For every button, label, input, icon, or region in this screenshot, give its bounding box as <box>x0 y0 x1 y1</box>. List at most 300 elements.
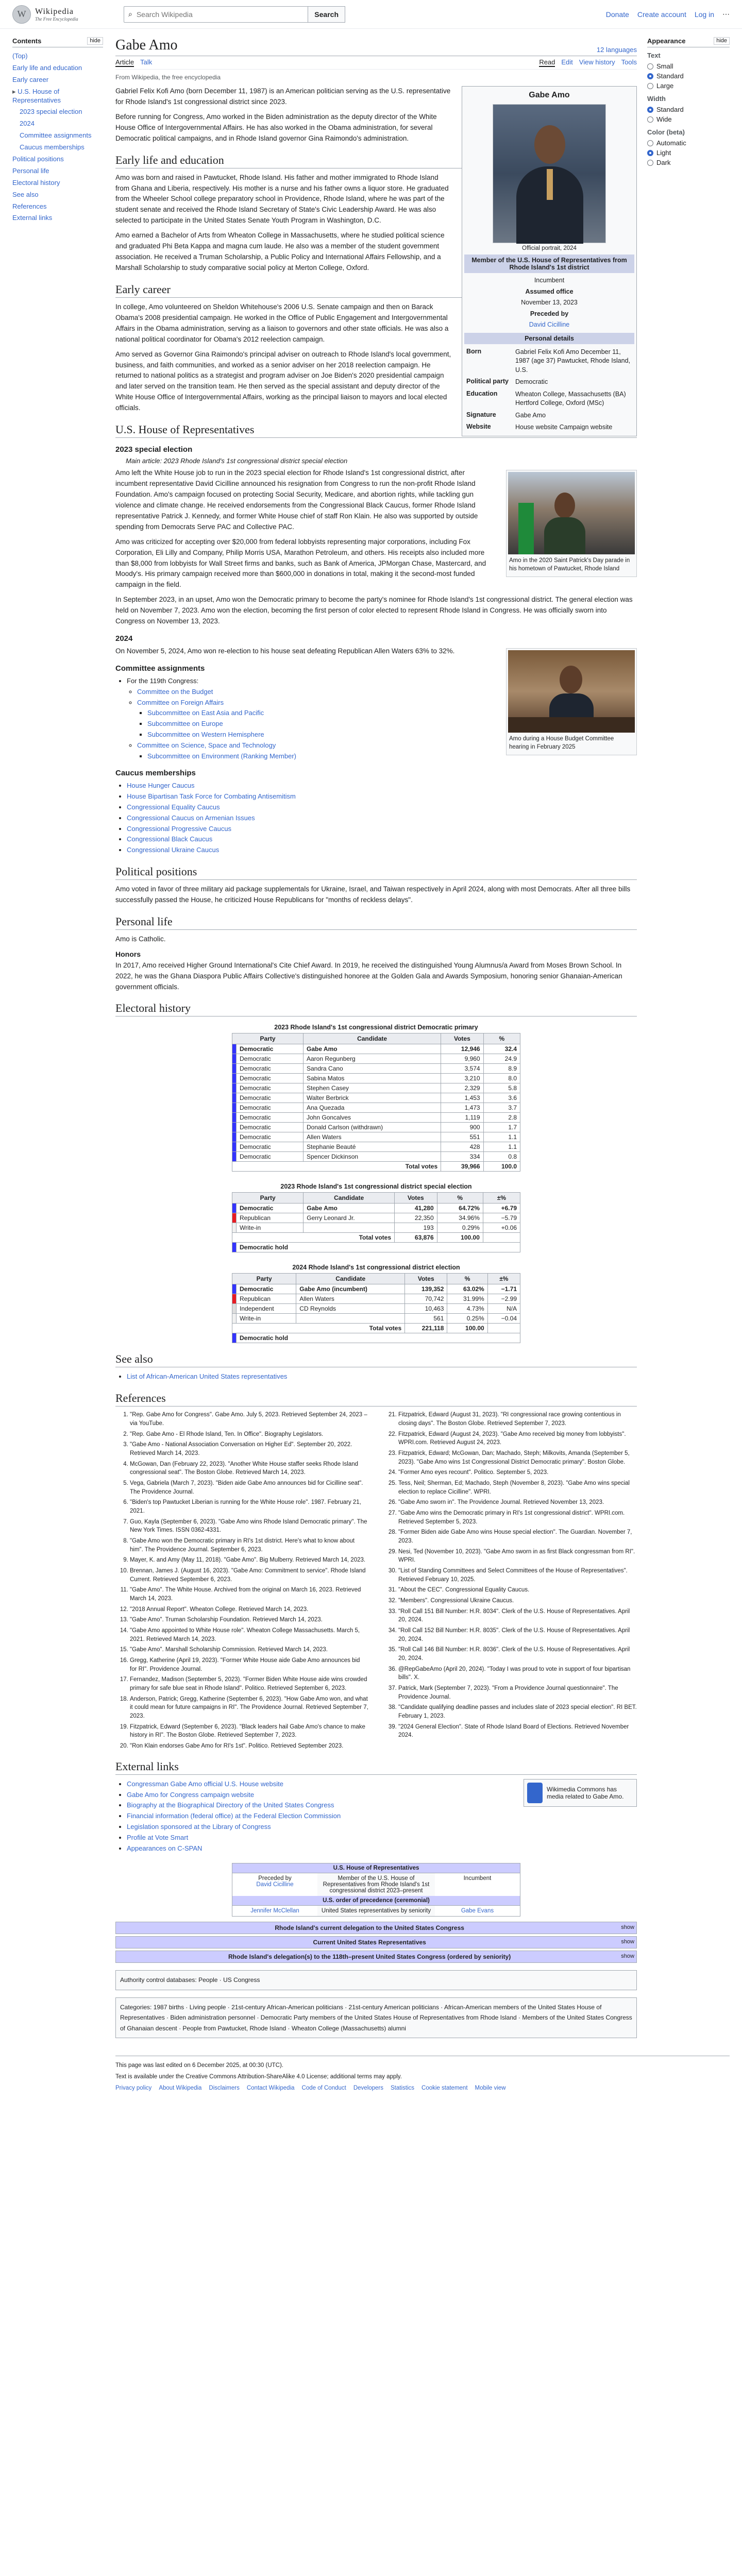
chg-cell: +0.06 <box>483 1223 520 1233</box>
votes-cell: 22,350 <box>395 1213 437 1223</box>
party-cell[interactable]: Write-in <box>237 1314 296 1324</box>
navbox-header[interactable] <box>116 1937 636 1948</box>
pct-cell: 31.99% <box>447 1294 487 1304</box>
pct-cell: 3.6 <box>483 1093 520 1103</box>
party-color <box>232 1044 237 1054</box>
toc-link[interactable]: Personal life <box>12 166 49 175</box>
reference-item: 24. "Former Amo eyes recount". Politico. September 5, 2023. <box>398 1468 637 1477</box>
pct-cell: 4.73% <box>447 1304 487 1314</box>
party-cell[interactable]: Republican <box>237 1294 296 1304</box>
more-icon[interactable]: ⋯ <box>722 10 730 18</box>
infobox-label: Born <box>466 347 482 355</box>
table-row <box>232 1314 520 1324</box>
footer-link[interactable]: Developers <box>353 2084 384 2091</box>
tab-read[interactable]: Read <box>539 58 555 66</box>
paragraph: Amo voted in favor of three military aid package supplementals for Ukraine, Israel, and Taiwan respectively in April 2024, along with most Democrats. After all three bills successfully passed the House, he criticized House Republicans for "months of reckless delays". <box>115 885 631 904</box>
toc-title: Contents <box>12 37 42 45</box>
reference-item: 31. "About the CEC". Congressional Equality Caucus. <box>398 1586 637 1595</box>
footer-link[interactable]: Code of Conduct <box>301 2084 346 2091</box>
toc-link[interactable]: 2024 <box>20 120 35 128</box>
infobox-row <box>464 410 634 422</box>
subcommittee-link[interactable]: Subcommittee on Western Hemisphere <box>147 730 264 738</box>
appearance-option[interactable] <box>647 138 730 148</box>
parade-image[interactable] <box>508 472 635 554</box>
assumed-date: November 13, 2023 <box>521 299 578 306</box>
table-row <box>232 1213 520 1223</box>
cand-cell[interactable]: Gabe Amo (incumbent) <box>296 1284 405 1294</box>
party-cell[interactable]: Democratic <box>237 1204 303 1213</box>
toc-link[interactable]: Committee assignments <box>20 131 92 140</box>
cand-cell[interactable]: Gabe Amo <box>303 1204 395 1213</box>
section-heading: Early life and education <box>115 154 637 168</box>
party-color <box>232 1142 237 1152</box>
create-account-link[interactable]: Create account <box>637 10 686 19</box>
radio-icon[interactable] <box>647 83 653 89</box>
party-color <box>232 1304 237 1314</box>
next2-link[interactable]: Gabe Evans <box>461 1908 494 1914</box>
party-cell[interactable]: Republican <box>237 1213 303 1223</box>
radio-icon[interactable] <box>647 73 653 79</box>
primary-results-table <box>232 1022 520 1172</box>
page-tabs <box>115 56 637 70</box>
lead-paragraph: Before running for Congress, Amo worked in the Biden administration as the deputy director of the White House Office of Intergovernmental Affairs. He has also worked in the Obama administration, for several Democratic political campaigns, and in Rhode Island governor Gina Raimondo's administration. <box>115 112 437 142</box>
external-link-item <box>127 1822 637 1833</box>
total-label: Total votes <box>232 1233 395 1243</box>
caucus-item <box>127 845 637 856</box>
party-cell[interactable]: Write-in <box>237 1223 303 1233</box>
party-cell[interactable]: Democratic <box>237 1083 303 1093</box>
search-button[interactable]: Search <box>308 6 345 23</box>
party-color <box>232 1152 237 1162</box>
candidate-cell[interactable]: Stephen Casey <box>303 1083 441 1093</box>
toc-item[interactable] <box>12 106 103 118</box>
prev2-link[interactable]: Jennifer McClellan <box>250 1908 299 1914</box>
main-article-hatnote[interactable]: Main article: 2023 Rhode Island's 1st congressional district special election <box>126 457 348 465</box>
radio-icon[interactable] <box>647 63 653 70</box>
party-cell[interactable]: Democratic <box>237 1123 303 1132</box>
infobox-value: House website Campaign website <box>515 423 613 431</box>
personal-table <box>464 346 634 434</box>
succession-header: U.S. House of Representatives <box>232 1863 520 1873</box>
votes-cell: 2,329 <box>441 1083 483 1093</box>
reference-item: 16. Gregg, Katherine (April 19, 2023). "Former White House aide Gabe Amo announces bid for RI". Providence Journal. <box>130 1656 368 1673</box>
infobox-row <box>464 346 634 377</box>
navbox <box>115 1951 637 1963</box>
party-color <box>232 1294 237 1304</box>
appearance-option[interactable] <box>647 81 730 91</box>
navbox-title[interactable]: Rhode Island's delegation(s) to the 118th–present United States Congress (ordered by seniority) <box>228 1953 511 1961</box>
infobox-row <box>464 376 634 388</box>
section-heading: Electoral history <box>115 1002 637 1016</box>
party-cell[interactable]: Democratic <box>237 1132 303 1142</box>
caucus-link[interactable]: House Hunger Caucus <box>127 782 195 790</box>
table-header-row <box>232 1193 520 1204</box>
subcommittee-link[interactable]: Subcommittee on Environment (Ranking Member) <box>147 752 297 760</box>
external-link[interactable]: Gabe Amo for Congress campaign website <box>127 1790 255 1799</box>
option-label: Large <box>656 82 674 90</box>
external-link[interactable]: Appearances on C-SPAN <box>127 1844 203 1852</box>
cand-cell[interactable]: Gerry Leonard Jr. <box>303 1213 395 1223</box>
appearance-option[interactable] <box>647 71 730 81</box>
votes-cell: 3,210 <box>441 1074 483 1083</box>
total-pct: 100.0 <box>483 1162 520 1172</box>
total-votes: 221,118 <box>405 1324 447 1333</box>
subcommittee-link[interactable]: Subcommittee on Europe <box>147 720 223 728</box>
column-header: % <box>483 1033 520 1044</box>
toc-item[interactable] <box>12 165 103 177</box>
caucus-link[interactable]: Congressional Equality Caucus <box>127 803 220 811</box>
toc-link[interactable]: External links <box>12 214 53 222</box>
candidate-cell[interactable]: Gabe Amo <box>303 1044 441 1054</box>
personal-header: Personal details <box>464 333 634 344</box>
column-header: Votes <box>441 1033 483 1044</box>
donate-link[interactable]: Donate <box>605 10 629 19</box>
subcommittee-link[interactable]: Subcommittee on East Asia and Pacific <box>147 709 264 717</box>
reference-item: 20. "Ron Klain endorses Gabe Amo for RI's 1st". Politico. Retrieved September 2023. <box>130 1742 368 1751</box>
toc-link[interactable]: U.S. House of Representatives <box>12 87 61 104</box>
toc-item[interactable] <box>12 118 103 130</box>
paragraph: Amo left the White House job to run in the 2023 special election for Rhode Island's 1st congressional district, after incumbent representative David Cicilline announced his resignation from Congress to run the non-profit Rhode Island Foundation. Amo's campaign focused on protecting Social Security, Medicare, and abortion rights, while tackling gun violence and climate change. He received endorsements from the Congressional Black Caucus, former Rhode Island representative Patrick J. Kennedy, and former White House chief of staff Ron Klain. He also was supported by outside spending from Democrats Serve PAC and Collective PAC. <box>115 469 478 531</box>
column-header: Party <box>232 1193 303 1204</box>
party-cell[interactable]: Democratic <box>237 1044 303 1054</box>
votes-cell: 1,453 <box>441 1093 483 1103</box>
column-header: Candidate <box>296 1274 405 1284</box>
external-link[interactable]: Profile at Vote Smart <box>127 1833 189 1841</box>
total-label: Total votes <box>232 1324 405 1333</box>
toc-link[interactable]: Political positions <box>12 155 64 163</box>
table-row <box>232 1142 520 1152</box>
caucus-item <box>127 824 637 835</box>
candidate-cell[interactable]: John Goncalves <box>303 1113 441 1123</box>
column-header: Party <box>232 1033 303 1044</box>
party-color <box>232 1123 237 1132</box>
toc-link[interactable]: (Top) <box>12 52 28 60</box>
table-caption: 2024 Rhode Island's 1st congressional district election <box>292 1264 460 1272</box>
toc-link[interactable]: Electoral history <box>12 178 60 187</box>
reference-item: 26. "Gabe Amo sworn in". The Providence Journal. Retrieved November 13, 2023. <box>398 1498 637 1507</box>
toc-hide-button[interactable]: hide <box>87 37 103 45</box>
reference-item: 1. "Rep. Gabe Amo for Congress". Gabe Amo. July 5, 2023. Retrieved September 24, 2023 – via YouTube. <box>130 1411 368 1428</box>
section-heading: U.S. House of Representatives <box>115 423 637 438</box>
toc-link[interactable]: Early life and education <box>12 63 82 72</box>
radio-icon[interactable] <box>647 160 653 166</box>
infobox-value: Gabriel Felix Kofi Amo December 11, 1987 (age 37) Pawtucket, Rhode Island, U.S. <box>515 348 631 374</box>
reference-item: 10. Brennan, James J. (August 16, 2023). "Gabe Amo: Commitment to service". Rhode Island Current. Retrieved September 6, 2023. <box>130 1567 368 1584</box>
candidate-cell[interactable]: Walter Berbrick <box>303 1093 441 1103</box>
preceded-label: Preceded by <box>530 310 569 317</box>
navboxes <box>115 1922 637 1963</box>
party-cell[interactable]: Democratic <box>237 1152 303 1162</box>
external-link[interactable]: Biography at the Biographical Directory of the United States Congress <box>127 1801 334 1809</box>
party-cell[interactable]: Democratic <box>237 1113 303 1123</box>
candidate-cell[interactable]: Spencer Dickinson <box>303 1152 441 1162</box>
votes-cell: 1,119 <box>441 1113 483 1123</box>
votes-cell: 9,960 <box>441 1054 483 1064</box>
search-box <box>124 6 308 23</box>
appearance-option[interactable] <box>647 105 730 114</box>
pct-cell: 1.1 <box>483 1142 520 1152</box>
caucus-item <box>127 781 637 791</box>
external-link[interactable]: Legislation sponsored at the Library of Congress <box>127 1822 271 1831</box>
cand-cell[interactable]: Allen Waters <box>296 1294 405 1304</box>
navbox-show-toggle[interactable]: show <box>621 1953 634 1960</box>
votes-cell: 3,574 <box>441 1064 483 1074</box>
caucus-item <box>127 791 637 802</box>
section-heading: See also <box>115 1352 637 1367</box>
last-edited: This page was last edited on 6 December 2025, at 00:30 (UTC). <box>115 2062 284 2069</box>
wikipedia-logo[interactable] <box>12 5 103 24</box>
toc-link[interactable]: References <box>12 202 47 210</box>
table-header-row <box>232 1274 520 1284</box>
reference-item: 18. Anderson, Patrick; Gregg, Katherine (September 6, 2023). "How Gabe Amo won, and what it could mean for future campaigns in RI". The Providence Journal. Retrieved September 7, 2023. <box>130 1695 368 1721</box>
candidate-cell[interactable]: Sandra Cano <box>303 1064 441 1074</box>
toc-item[interactable] <box>12 130 103 142</box>
precedence-office: United States representatives by seniority <box>317 1906 435 1916</box>
footer-link[interactable]: About Wikipedia <box>159 2084 202 2091</box>
reference-item: 33. "Roll Call 151 Bill Number: H.R. 8034". Clerk of the U.S. House of Representatives. April 20, 2024. <box>398 1607 637 1624</box>
party-color <box>232 1314 237 1324</box>
toc-item[interactable] <box>12 177 103 189</box>
committee-link[interactable]: Committee on Science, Space and Technology <box>137 741 276 749</box>
from-wikipedia: From Wikipedia, the free encyclopedia <box>115 74 221 81</box>
hearing-image[interactable] <box>508 650 635 733</box>
toc-item[interactable] <box>12 212 103 224</box>
column-header: Candidate <box>303 1033 441 1044</box>
section-heading: Early career <box>115 283 637 298</box>
tab-tools[interactable]: Tools <box>621 58 637 66</box>
appearance-hide-button[interactable]: hide <box>714 37 730 45</box>
table-row <box>232 1132 520 1142</box>
footer-link[interactable]: Disclaimers <box>209 2084 240 2091</box>
wordmark: Wikipedia <box>35 7 74 16</box>
pct-cell: 8.0 <box>483 1074 520 1083</box>
thumbnail-caption: Amo during a House Budget Committee hearing in February 2025 <box>509 736 614 751</box>
page-footer <box>115 2056 730 2107</box>
tab-edit[interactable]: Edit <box>561 58 573 66</box>
caucus-link[interactable]: Congressional Ukraine Caucus <box>127 846 220 854</box>
empty-cell <box>487 1324 520 1333</box>
appearance-panel <box>637 29 730 2045</box>
votes-cell: 1,473 <box>441 1103 483 1113</box>
chg-cell: −1.71 <box>487 1284 520 1294</box>
candidate-cell[interactable]: Donald Carlson (withdrawn) <box>303 1123 441 1132</box>
cand-cell[interactable] <box>296 1314 405 1324</box>
tab-article[interactable]: Article <box>115 58 134 66</box>
party-color <box>232 1213 237 1223</box>
toc-link[interactable]: 2023 special election <box>20 108 82 116</box>
commons-icon <box>527 1783 543 1803</box>
search-input[interactable] <box>137 10 303 19</box>
empty-cell <box>483 1233 520 1243</box>
external-link[interactable]: Congressman Gabe Amo official U.S. House website <box>127 1780 283 1788</box>
option-label: Light <box>656 149 671 157</box>
commons-box[interactable] <box>524 1779 637 1807</box>
votes-cell: 12,946 <box>441 1044 483 1054</box>
committee-link[interactable]: Committee on Foreign Affairs <box>137 698 224 706</box>
votes-cell: 334 <box>441 1152 483 1162</box>
party-color <box>232 1103 237 1113</box>
appearance-option[interactable] <box>647 61 730 71</box>
footer-link[interactable]: Cookie statement <box>421 2084 468 2091</box>
text-group-label: Text <box>647 52 661 59</box>
footer-link[interactable]: Statistics <box>391 2084 415 2091</box>
toc-item[interactable] <box>12 62 103 74</box>
party-cell[interactable]: Democratic <box>237 1142 303 1152</box>
party-color <box>232 1333 237 1343</box>
committee-link[interactable]: Committee on the Budget <box>137 687 213 696</box>
reference-item: 5. Vega, Gabriela (March 7, 2023). "Biden aide Gabe Amo announces bid for Cicilline seat". The Providence Journal. <box>130 1479 368 1496</box>
pct-cell: 0.29% <box>437 1223 483 1233</box>
caucus-link[interactable]: House Bipartisan Task Force for Combating Antisemitism <box>127 792 296 801</box>
toc-link[interactable]: Early career <box>12 75 49 83</box>
toc-item[interactable] <box>12 86 103 107</box>
thumbnail-hearing <box>506 648 637 755</box>
party-color <box>232 1284 237 1294</box>
navbox-header[interactable] <box>116 1951 636 1962</box>
width-group-label: Width <box>647 95 666 103</box>
toc-item[interactable] <box>12 74 103 86</box>
radio-icon[interactable] <box>647 116 653 123</box>
total-label: Total votes <box>232 1162 441 1172</box>
reference-item: 38. "Candidate qualifying deadline passes and includes slate of 2023 special election". RI BET. February 1, 2023. <box>398 1703 637 1720</box>
column-header: Votes <box>405 1274 447 1284</box>
party-color <box>232 1074 237 1083</box>
candidate-cell[interactable]: Ana Quezada <box>303 1103 441 1113</box>
appearance-option[interactable] <box>647 158 730 167</box>
license-text: Text is available under the Creative Commons Attribution-ShareAlike 4.0 License; additional terms may apply. <box>115 2073 402 2080</box>
infobox-name: Gabe Amo <box>529 91 570 99</box>
votes-cell: 551 <box>441 1132 483 1142</box>
navbox-header[interactable] <box>116 1922 636 1934</box>
pct-cell: 64.72% <box>437 1204 483 1213</box>
toc-link[interactable]: See also <box>12 190 39 198</box>
total-pct: 100.00 <box>447 1324 487 1333</box>
reference-item: 32. "Members". Congressional Ukraine Caucus. <box>398 1597 637 1605</box>
prev-link[interactable]: David Cicilline <box>256 1882 294 1888</box>
reference-item: 6. "Biden's top Pawtucket Liberian is running for the White House role". 1987. February 21, 2021. <box>130 1498 368 1515</box>
table-row <box>232 1103 520 1113</box>
caucus-link[interactable]: Congressional Black Caucus <box>127 835 213 843</box>
tab-history[interactable]: View history <box>579 58 615 66</box>
external-link[interactable]: Financial information (federal office) at the Federal Election Commission <box>127 1812 341 1820</box>
tab-talk[interactable]: Talk <box>140 58 153 66</box>
preceded-link[interactable]: David Cicilline <box>529 321 570 328</box>
page-title <box>115 37 637 56</box>
party-cell[interactable]: Democratic <box>237 1284 296 1294</box>
paragraph: Amo is Catholic. <box>115 935 166 943</box>
votes-cell: 70,742 <box>405 1294 447 1304</box>
total-row <box>232 1324 520 1333</box>
party-color <box>232 1054 237 1064</box>
table-row <box>232 1223 520 1233</box>
hold-row <box>232 1243 520 1252</box>
table-row <box>232 1074 520 1083</box>
radio-icon[interactable] <box>647 140 653 146</box>
pct-cell: 5.8 <box>483 1083 520 1093</box>
toc-item[interactable] <box>12 154 103 165</box>
caucus-link[interactable]: Congressional Progressive Caucus <box>127 824 232 833</box>
pct-cell: 3.7 <box>483 1103 520 1113</box>
table-row <box>232 1083 520 1093</box>
reference-item: 13. "Gabe Amo". Truman Scholarship Foundation. Retrieved March 14, 2023. <box>130 1616 368 1624</box>
reference-item: 22. Fitzpatrick, Edward (August 24, 2023). "Gabe Amo received big money from lobbyists". WPRI.com. Retrieved August 24, 2023. <box>398 1430 637 1447</box>
toc-item[interactable] <box>12 50 103 62</box>
see-also-link[interactable]: List of African-American United States representatives <box>127 1372 288 1381</box>
navbox-title[interactable]: Current United States Representatives <box>313 1939 426 1946</box>
pct-cell: 1.1 <box>483 1132 520 1142</box>
portrait-image[interactable] <box>493 104 606 243</box>
section-heading: Personal life <box>115 915 637 930</box>
party-cell[interactable]: Democratic <box>237 1103 303 1113</box>
radio-icon[interactable] <box>647 150 653 156</box>
radio-icon[interactable] <box>647 107 653 113</box>
reference-item: 15. "Gabe Amo". Marshall Scholarship Commission. Retrieved March 14, 2023. <box>130 1646 368 1654</box>
footer-link[interactable]: Contact Wikipedia <box>246 2084 295 2091</box>
votes-cell: 41,280 <box>395 1204 437 1213</box>
reference-item: 7. Guo, Kayla (September 6, 2023). "Gabe Amo wins Rhode Island Democratic primary". The New York Times. ISSN 0362-4331. <box>130 1518 368 1535</box>
navbox <box>115 1922 637 1934</box>
paragraph: In 2017, Amo received Higher Ground International's Cite Chief Award. In 2019, he received the distinguished Young Alumnus/a Award from Moses Brown School. In 2022, he was the Ghana Diaspora Public Affairs Collective's distinguished honoree at the Golden Gala and Awards Symposium, honoring senior Ghanaian-American government officials. <box>115 961 622 991</box>
reference-item: 25. Tess, Neil; Sherman, Ed; Machado, Steph (November 8, 2023). "Gabe Amo wins special election to replace Cicilline". WPRI. <box>398 1479 637 1496</box>
pct-cell: 1.7 <box>483 1123 520 1132</box>
reference-item: 11. "Gabe Amo". The White House. Archived from the original on March 16, 2023. Retrieved March 14, 2023. <box>130 1586 368 1603</box>
caucus-link[interactable]: Congressional Caucus on Armenian Issues <box>127 814 255 822</box>
table-row <box>232 1044 520 1054</box>
external-link-item <box>127 1833 637 1843</box>
navbox-show-toggle[interactable]: show <box>621 1939 634 1945</box>
party-cell[interactable]: Democratic <box>237 1074 303 1083</box>
column-header: ±% <box>483 1193 520 1204</box>
navbox-show-toggle[interactable]: show <box>621 1924 634 1931</box>
total-votes: 39,966 <box>441 1162 483 1172</box>
candidate-cell[interactable]: Allen Waters <box>303 1132 441 1142</box>
party-cell[interactable]: Democratic <box>237 1064 303 1074</box>
party-color <box>232 1132 237 1142</box>
section-heading: References <box>115 1392 637 1406</box>
party-cell[interactable]: Democratic <box>237 1093 303 1103</box>
toc-link[interactable]: Caucus memberships <box>20 143 85 151</box>
infobox-row <box>464 421 634 434</box>
table-row <box>232 1113 520 1123</box>
table-of-contents <box>12 29 103 2045</box>
party-color <box>232 1204 237 1213</box>
cand-cell[interactable] <box>303 1223 395 1233</box>
site-header <box>0 0 742 29</box>
table-caption: 2023 Rhode Island's 1st congressional district special election <box>280 1183 472 1191</box>
language-selector[interactable]: 12 languages <box>596 46 637 54</box>
candidate-cell[interactable]: Stephanie Beauté <box>303 1142 441 1152</box>
appearance-option[interactable] <box>647 148 730 158</box>
log-in-link[interactable]: Log in <box>694 10 714 19</box>
table-row <box>232 1204 520 1213</box>
appearance-option[interactable] <box>647 114 730 124</box>
cand-cell[interactable]: CD Reynolds <box>296 1304 405 1314</box>
toc-item[interactable] <box>12 142 103 154</box>
paragraph: Amo was criticized for accepting over $20,000 from federal lobbyists representing major corporations, including Fox Corporation, Eli Lilly and Company, Philip Morris USA, Marathon Petroleum, and others. His receipts also included more than $8,000 from lobbyists for Wall Street firms and banks, such as Bank of America, JPMorgan Chase, Mastercard, and Moody's. His primary campaign received more than $600,000 in donations in total, making it the second-most funded campaign in the field. <box>115 537 486 589</box>
external-link-item <box>127 1843 637 1854</box>
hold-row <box>232 1333 520 1343</box>
party-cell[interactable]: Independent <box>237 1304 296 1314</box>
toc-item[interactable] <box>12 189 103 201</box>
candidate-cell[interactable]: Aaron Regunberg <box>303 1054 441 1064</box>
candidate-cell[interactable]: Sabina Matos <box>303 1074 441 1083</box>
caucus-item <box>127 834 637 845</box>
toc-item[interactable] <box>12 201 103 213</box>
footer-link[interactable]: Privacy policy <box>115 2084 152 2091</box>
navbox-title[interactable]: Rhode Island's current delegation to the United States Congress <box>275 1924 464 1932</box>
footer-link[interactable]: Mobile view <box>475 2084 506 2091</box>
party-cell[interactable]: Democratic <box>237 1054 303 1064</box>
